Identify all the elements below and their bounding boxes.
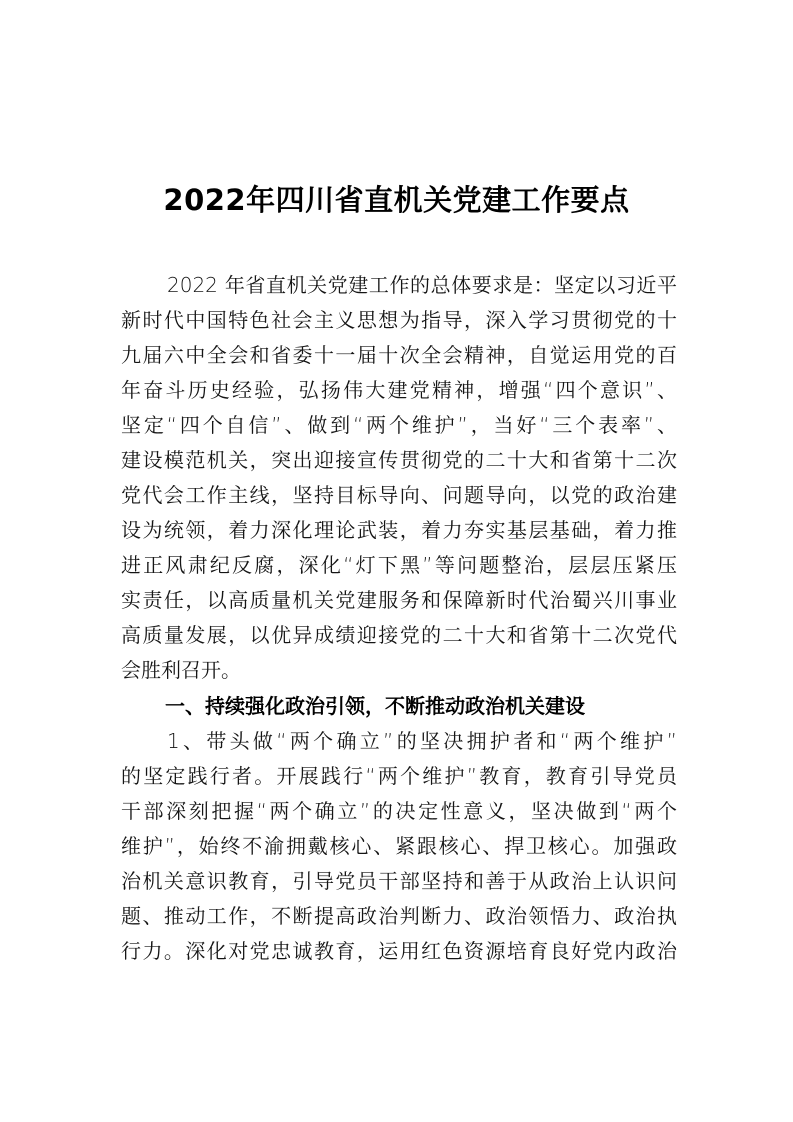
paragraph-line: 新时代中国特色社会主义思想为指导，深入学习贯彻党的十 <box>121 308 677 332</box>
paragraph-line: 实责任，以高质量机关党建服务和保障新时代治蜀兴川事业 <box>121 588 677 612</box>
document-title: 2022年四川省直机关党建工作要点 <box>163 183 630 217</box>
paragraph-line: 题、推动工作，不断提高政治判断力、政治领悟力、政治执 <box>121 904 677 928</box>
paragraph-line: 2022 年省直机关党建工作的总体要求是：坚定以习近平 <box>167 273 677 297</box>
document-body <box>121 268 677 969</box>
paragraph-line: 进正风肃纪反腐，深化“灯下黑”等问题整治，层层压紧压 <box>121 553 677 577</box>
section-heading: 一、持续强化政治引领，不断推动政治机关建设 <box>165 694 585 718</box>
paragraph-line: 设为统领，着力深化理论武装，着力夯实基层基础，着力推 <box>121 518 677 542</box>
paragraph-line: 会胜利召开。 <box>121 658 241 682</box>
paragraph-line: 坚定“四个自信”、做到“两个维护”，当好“三个表率”、 <box>121 413 677 437</box>
paragraph-line: 的坚定践行者。开展践行“两个维护”教育，教育引导党员 <box>121 764 677 788</box>
paragraph-line: 建设模范机关，突出迎接宣传贯彻党的二十大和省第十二次 <box>121 448 677 472</box>
paragraph-line: 党代会工作主线，坚持目标导向、问题导向，以党的政治建 <box>121 483 677 507</box>
section-item-paragraph <box>121 724 677 969</box>
paragraph-line: 年奋斗历史经验，弘扬伟大建党精神，增强“四个意识”、 <box>121 378 677 402</box>
paragraph-line: 治机关意识教育，引导党员干部坚持和善于从政治上认识问 <box>121 869 677 893</box>
paragraph-line: 高质量发展，以优异成绩迎接党的二十大和省第十二次党代 <box>121 623 677 647</box>
intro-paragraph <box>121 268 677 688</box>
paragraph-line: 行力。深化对党忠诚教育，运用红色资源培育良好党内政治 <box>121 939 677 963</box>
paragraph-line: 九届六中全会和省委十一届十次全会精神，自觉运用党的百 <box>121 343 677 367</box>
paragraph-line: 1、带头做“两个确立”的坚决拥护者和“两个维护” <box>167 729 677 753</box>
paragraph-line: 维护”，始终不渝拥戴核心、紧跟核心、捍卫核心。加强政 <box>121 834 677 858</box>
paragraph-line: 干部深刻把握“两个确立”的决定性意义，坚决做到“两个 <box>121 799 677 823</box>
